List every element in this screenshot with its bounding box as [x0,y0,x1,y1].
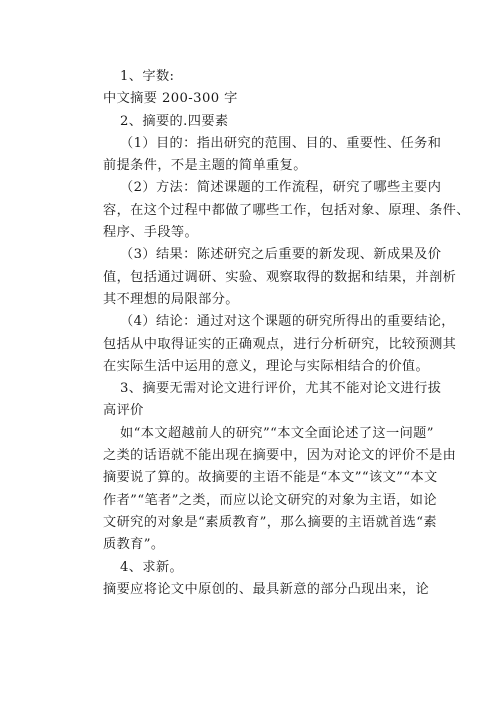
text-line: （2）方法：简述课题的工作流程，研究了哪些主要内 [120,180,442,196]
text-line: 程序、手段等。 [103,225,199,241]
heading-four-elements: 2、摘要的.四要素 [120,113,229,129]
text-line: 在实际生活中运用的意义，理论与实际相结合的价值。 [103,358,430,374]
text-line: 高评价 [103,403,144,419]
text-line: 前提条件，不是主题的简单重复。 [103,158,307,174]
text-line: 值，包括通过调研、实验、观察取得的数据和结果，并剖析 [103,269,457,285]
text-line: （1）目的：指出研究的范围、目的、重要性、任务和 [120,135,442,151]
text-line: （4）结论：通过对这个课题的研究所得出的重要结论， [120,314,455,330]
text-line: 其不理想的局限部分。 [103,291,239,307]
heading-word-count: 1、字数: [120,69,175,84]
text-line: 包括从中取得证实的正确观点，进行分析研究，比较预测其 [103,336,457,352]
text-line: 容，在这个过程中都做了哪些工作，包括对象、原理、条件、 [103,202,470,218]
text-line: 如“本文超越前人的研究”“本文全面论述了这一问题” [120,425,434,441]
text-line: 摘要应将论文中原创的、最具新意的部分凸现出来，论 [103,581,430,597]
text-line: （3）结果：陈述研究之后重要的新发现、新成果及价 [120,247,442,263]
text-line: 摘要说了算的。故摘要的主语不能是“本文”“该文”“本文 [103,470,438,486]
text-line: 作者”“笔者”之类，而应以论文研究的对象为主语，如论 [103,492,437,508]
text-line: 文研究的对象是“素质教育”，那么摘要的主语就首选“素 [103,514,437,530]
text-line: 之类的话语就不能出现在摘要中，因为对论文的评价不是由 [103,448,457,464]
text-line: 中文摘要 200-300 字 [103,91,238,107]
text-line: 质教育”。 [103,537,165,553]
heading-no-evaluation: 3、摘要无需对论文进行评价，尤其不能对论文进行拔 [120,381,442,397]
document-body [103,66,470,601]
heading-seek-novelty: 4、求新。 [120,559,184,575]
